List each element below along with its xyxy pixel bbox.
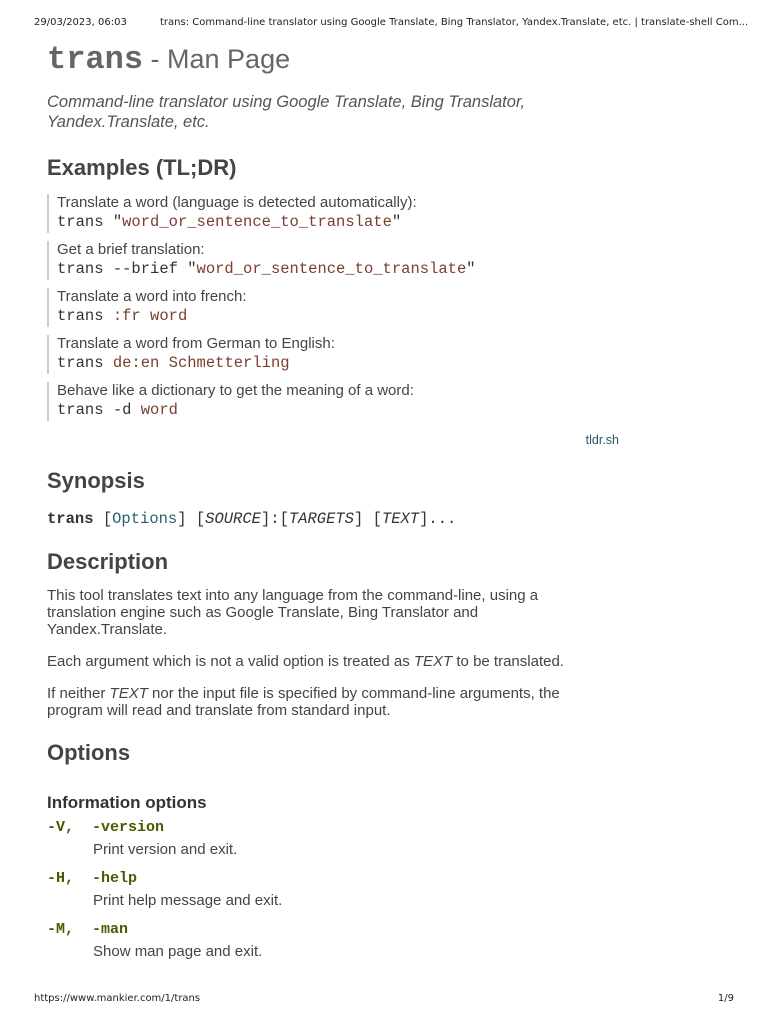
command-placeholder: :fr word: [112, 307, 188, 325]
paragraph-text: nor the input file is specified by command-line arguments, the program will read and translate from standard input.: [47, 685, 560, 719]
example-item: [47, 335, 627, 374]
example-description: Translate a word from German to English:: [57, 335, 335, 352]
paragraph-text: If neither: [47, 685, 110, 702]
description-paragraph: [47, 653, 587, 670]
man-page-content: [47, 36, 627, 962]
command-args: --brief ": [103, 260, 197, 278]
command-name: trans: [57, 213, 104, 231]
command-name: trans: [57, 401, 104, 419]
example-item: [47, 382, 627, 421]
option-flag: -H, -help: [47, 870, 138, 887]
paragraph-text: to be translated.: [452, 653, 564, 670]
options-heading: Options: [47, 740, 131, 765]
command-placeholder: word: [140, 401, 178, 419]
page-title-separator: -: [143, 44, 168, 74]
option-item: [47, 869, 627, 911]
paragraph-emphasis: TEXT: [109, 685, 148, 702]
synopsis-text: TEXT: [381, 510, 420, 528]
command-tail: ": [391, 213, 402, 231]
print-url: https://www.mankier.com/1/trans: [34, 993, 201, 1004]
example-description: Get a brief translation:: [57, 241, 205, 258]
example-description: Behave like a dictionary to get the meaning of a word:: [57, 382, 414, 399]
print-page-title: trans: Command-line translator using Google Translate, Bing Translator, Yandex.Translate, etc. | translate-shell Com...: [160, 17, 749, 28]
command-args: -d: [103, 401, 141, 419]
example-command[interactable]: [57, 259, 627, 280]
page-title-suffix: Man Page: [167, 44, 291, 74]
command-name: trans: [57, 354, 104, 372]
example-item: [47, 241, 627, 280]
description-paragraph: This tool translates text into any language from the command-line, using a translation engine such as Google Translate, Bing Translator and Yandex.Translate.: [47, 587, 539, 638]
command-args: [104, 354, 113, 372]
command-tail: ": [466, 260, 476, 278]
command-name: trans: [57, 260, 104, 278]
print-date: 29/03/2023, 06:03: [34, 17, 127, 28]
examples-heading: Examples (TL;DR): [47, 155, 237, 180]
description-paragraph: [47, 685, 587, 719]
option-item: [47, 920, 627, 962]
example-command[interactable]: [57, 400, 627, 421]
command-placeholder: word_or_sentence_to_translate: [122, 213, 392, 231]
page-summary: Command-line translator using Google Translate, Bing Translator, Yandex.Translate, etc.: [47, 93, 526, 131]
options-link[interactable]: Options: [112, 510, 178, 528]
option-description: Show man page and exit.: [93, 943, 263, 960]
synopsis-command: trans: [47, 510, 94, 528]
tldr-link[interactable]: tldr.sh: [585, 433, 619, 447]
synopsis-source: SOURCE: [205, 510, 261, 528]
example-item: [47, 194, 627, 233]
option-flag: -M, -man: [47, 921, 129, 938]
example-command[interactable]: [57, 306, 627, 327]
print-page-number: 1/9: [717, 993, 734, 1004]
paragraph-text: Each argument which is not a valid option is treated as: [47, 653, 414, 670]
option-item: [47, 818, 627, 860]
option-description: Print help message and exit.: [93, 892, 283, 909]
example-description: Translate a word into french:: [57, 288, 247, 305]
example-item: [47, 288, 627, 327]
option-description: Print version and exit.: [93, 841, 238, 858]
example-command[interactable]: [57, 212, 627, 233]
synopsis-line: trans [Options] [SOURCE]:[TARGETS] [TEXT]...: [47, 510, 457, 528]
synopsis-heading: Synopsis: [47, 468, 145, 493]
example-description: Translate a word (language is detected automatically):: [57, 194, 417, 211]
command-placeholder: de:en Schmetterling: [112, 354, 290, 372]
example-command[interactable]: [57, 353, 627, 374]
description-heading: Description: [47, 549, 169, 574]
command-args: ": [103, 213, 123, 231]
examples-list: [47, 194, 627, 421]
synopsis-targets: TARGETS: [288, 510, 354, 528]
option-flag: -V, -version: [47, 819, 165, 836]
command-placeholder: word_or_sentence_to_translate: [196, 260, 467, 278]
command-name: trans: [57, 307, 104, 325]
command-args: [104, 307, 113, 325]
information-options-heading: Information options: [47, 793, 207, 812]
paragraph-emphasis: TEXT: [413, 653, 453, 670]
page-title: [47, 36, 627, 78]
page-title-command: trans: [47, 41, 144, 78]
